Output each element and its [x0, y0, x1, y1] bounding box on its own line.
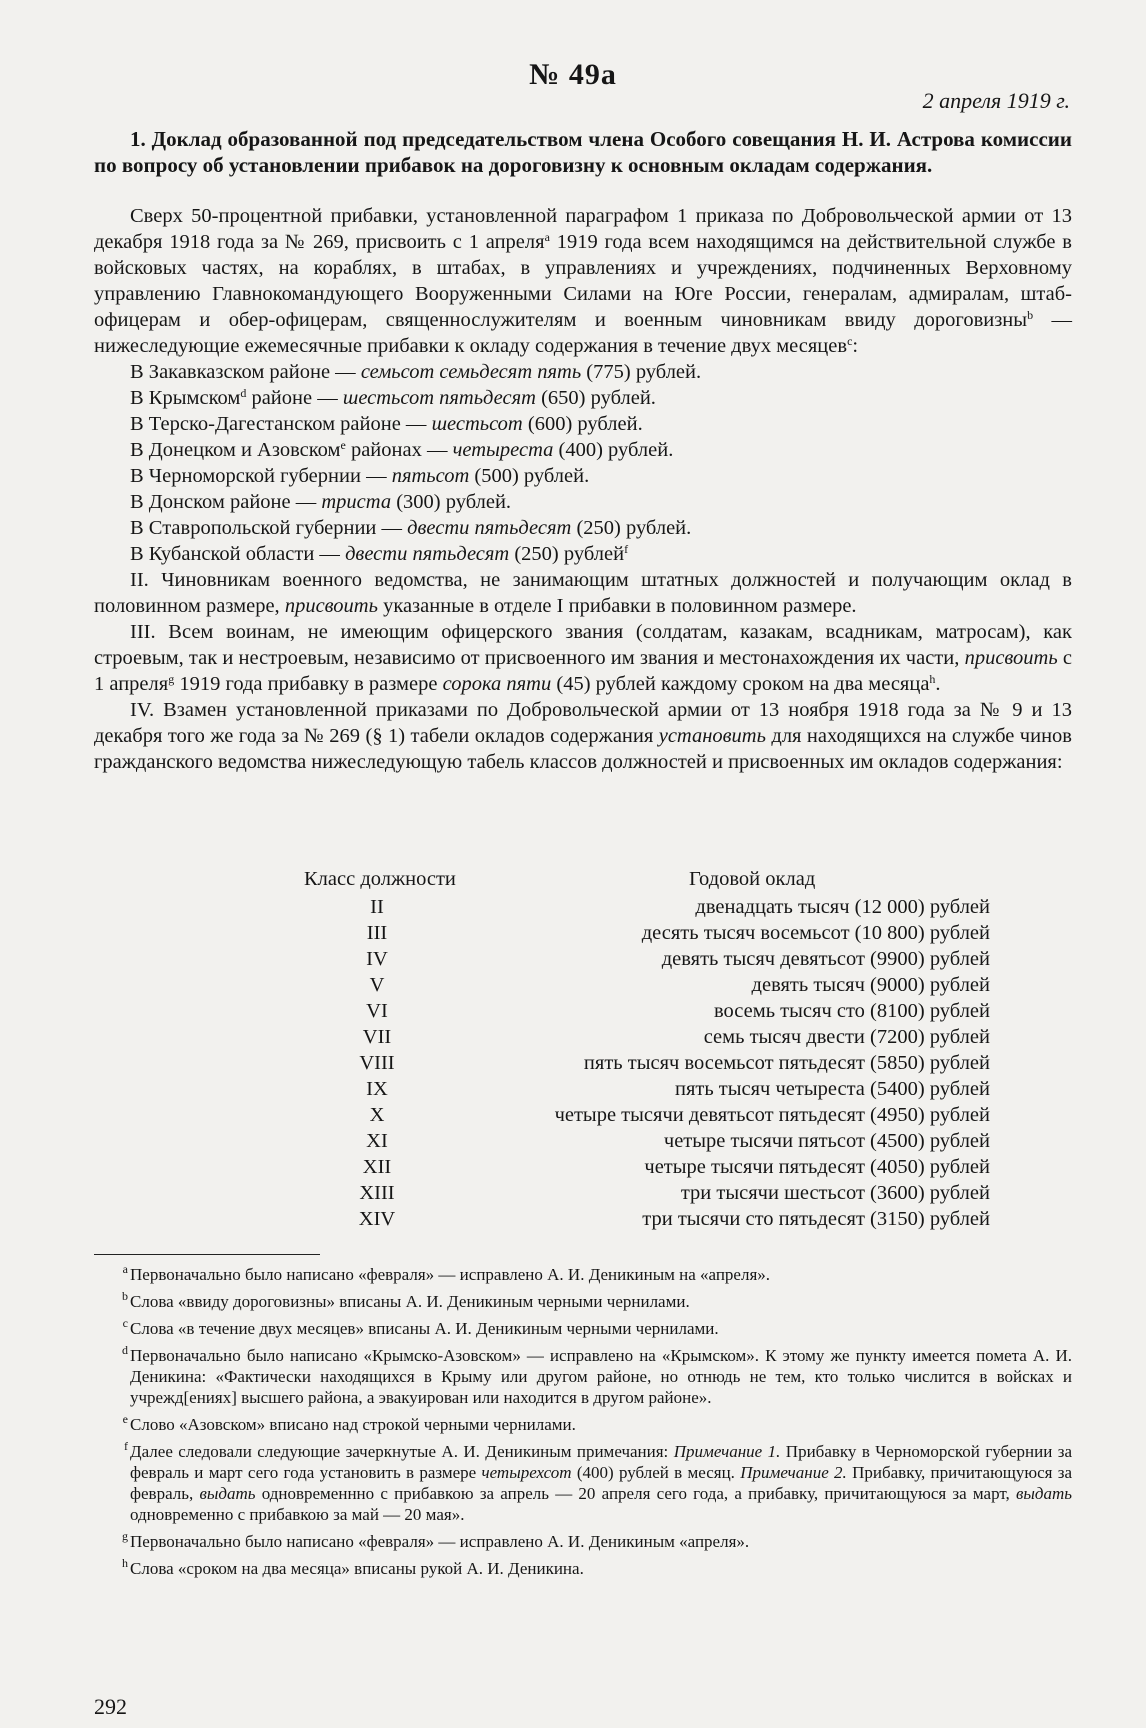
- footnote-ref-c[interactable]: c: [847, 334, 853, 348]
- section-3-paragraph: III. Всем воинам, не имеющим офицерского звания (солдатам, казакам, всадникам, матросам), как строевым, так и нестроевым, независимо от присвоенного им звания и местонахождения их части, присвоить с 1 апреля$^g$ 1919 года прибавку в размере сорока пяти (45) рублей каждому сроком на два месяца$^h$.: [94, 621, 1072, 695]
- table-row: VIII пять тысяч восемьсот пятьдесят (5850) рублей: [359, 1052, 990, 1074]
- footnote-ref-a[interactable]: a: [544, 230, 550, 244]
- column-header-salary: Годовой оклад: [689, 868, 816, 890]
- table-row: IV девять тысяч девятьсот (9900) рублей: [366, 948, 990, 970]
- region-line: В Закавказском районе — семьсот семьдесят пять (775) рублей.: [130, 361, 702, 383]
- salary-table-header: [94, 868, 1072, 896]
- footnote-ref-f[interactable]: f: [624, 542, 629, 556]
- footnote-d: d Первоначально было написано «Крымско-Азовском» — исправлено на «Крымском». К этому же пункту имеется помета А. И. Деникина: «Фактически находящихся в Крыму или другом районе, но отнюдь не тем, кто только числится в войсках и учрежд[ениях] высшего района, а эвакуирован или находится в другом районе».: [122, 1343, 1072, 1407]
- table-row: VII семь тысяч двести (7200) рублей: [362, 1026, 990, 1048]
- table-row: IX пять тысяч четыреста (5400) рублей: [366, 1078, 990, 1100]
- region-line: В Кубанской области — двести пятьдесят (250) рублей$^f$: [130, 542, 629, 565]
- table-row: II двенадцать тысяч (12 000) рублей: [370, 896, 990, 918]
- footnote-ref-b[interactable]: b: [1027, 308, 1034, 322]
- table-row: X четыре тысячи девятьсот пятьдесят (4950) рублей: [369, 1104, 990, 1126]
- footnote-a: a Первоначально было написано «февраля» — исправлено А. И. Деникиным на «апреля».: [122, 1262, 771, 1284]
- footnote-divider: [94, 1254, 320, 1255]
- footnote-ref-g[interactable]: g: [168, 672, 175, 686]
- region-line: В Терско-Дагестанском районе — шестьсот (600) рублей.: [130, 413, 643, 435]
- footnote-ref-e[interactable]: e: [340, 438, 346, 452]
- footnote-g: g Первоначально было написано «февраля» — исправлено А. И. Деникиным «апреля».: [122, 1529, 750, 1551]
- section-2-paragraph: II. Чиновникам военного ведомства, не занимающим штатных должностей и получающим оклад в половинном размере, присвоить указанные в отделе I прибавки в половинном размере.: [94, 569, 1072, 617]
- footnote-f: f Далее следовали следующие зачеркнутые А. И. Деникиным примечания: Примечание 1. Прибавку в Черноморской губернии за февраль и март сего года установить в размере четырехсот (400) рублей в месяц. Примечание 2. Прибавку, причитающуюся за февраль, выдать одновременнно с прибавкою за апрель — 20 апреля сего года, а прибавку, причитающуюся за март, выдать одновременно с прибавкою за май — 20 мая».: [124, 1439, 1072, 1524]
- table-row: V девять тысяч (9000) рублей: [369, 974, 990, 996]
- document-number: № 49а: [529, 58, 617, 91]
- region-line: В Черноморской губернии — пятьсот (500) рублей.: [130, 465, 590, 487]
- table-row: XII четыре тысячи пятьдесят (4050) рублей: [362, 1156, 990, 1178]
- region-line: В Ставропольской губернии — двести пятьдесят (250) рублей.: [130, 517, 692, 539]
- footnote-e: e Слово «Азовском» вписано над строкой черными чернилами.: [122, 1412, 576, 1434]
- table-row: III десять тысяч восемьсот (10 800) рублей: [366, 922, 990, 944]
- region-line: В Донецком и Азовском$^e$ районах — четыреста (400) рублей.: [130, 438, 674, 461]
- page-number: 292: [94, 1694, 127, 1719]
- table-row: XIV три тысячи сто пятьдесят (3150) рублей: [358, 1208, 990, 1230]
- footnote-b: b Слова «ввиду дороговизны» вписаны А. И. Деникиным черными чернилами.: [122, 1289, 690, 1311]
- footnote-ref-h[interactable]: h: [929, 672, 936, 686]
- salary-table: [94, 868, 1072, 1234]
- footnote-c: c Слова «в течение двух месяцев» вписаны А. И. Деникиным черными чернилами.: [122, 1316, 719, 1338]
- intro-paragraph: Сверх 50-процентной прибавки, установленной параграфом 1 приказа по Добровольческой армии от 13 декабря 1918 года за № 269, присвоить с 1 апреля$^a$ 1919 года всем находящимся на действительной службе в войсковых частях, на кораблях, в штабах, в управлениях и учреждениях, подчиненных Верховному управлению Главнокомандующего Вооруженными Силами на Юге России, генералам, адмиралам, штаб-офицерам и обер-офицерам, священнослужителям и военным чиновникам ввиду дороговизны$^b$ — нижеследующие ежемесячные прибавки к окладу содержания в течение двух месяцев$^c$:: [94, 205, 1072, 357]
- region-line: В Донском районе — триста (300) рублей.: [130, 491, 512, 513]
- footnotes: [94, 1264, 1072, 1585]
- footnote-ref-d[interactable]: d: [240, 386, 247, 400]
- footnote-h: h Слова «сроком на два месяца» вписаны рукой А. И. Деникина.: [122, 1556, 584, 1578]
- table-row: XIII три тысячи шестьсот (3600) рублей: [359, 1182, 990, 1204]
- region-line: В Крымском$^d$ районе — шестьсот пятьдесят (650) рублей.: [130, 386, 656, 409]
- document-body: [94, 203, 1072, 775]
- table-row: VI восемь тысяч сто (8100) рублей: [366, 1000, 990, 1022]
- section-4-paragraph: IV. Взамен установленной приказами по Добровольческой армии от 13 ноября 1918 года за № 9 и 13 декабря того же года за № 269 (§ 1) табели окладов содержания установить для находящихся на службе чинов гражданского ведомства нижеследующую табель классов должностей и присвоенных им окладов содержания:: [94, 699, 1072, 773]
- document-title: 1. Доклад образованной под председательством члена Особого совещания Н. И. Астрова комиссии по вопросу об установлении прибавок на дороговизну к основным окладам содержания.: [94, 127, 1072, 177]
- table-row: XI четыре тысячи пятьсот (4500) рублей: [366, 1130, 990, 1152]
- document-date: 2 апреля 1919 г.: [922, 88, 1070, 113]
- column-header-class: Класс должности: [304, 868, 456, 890]
